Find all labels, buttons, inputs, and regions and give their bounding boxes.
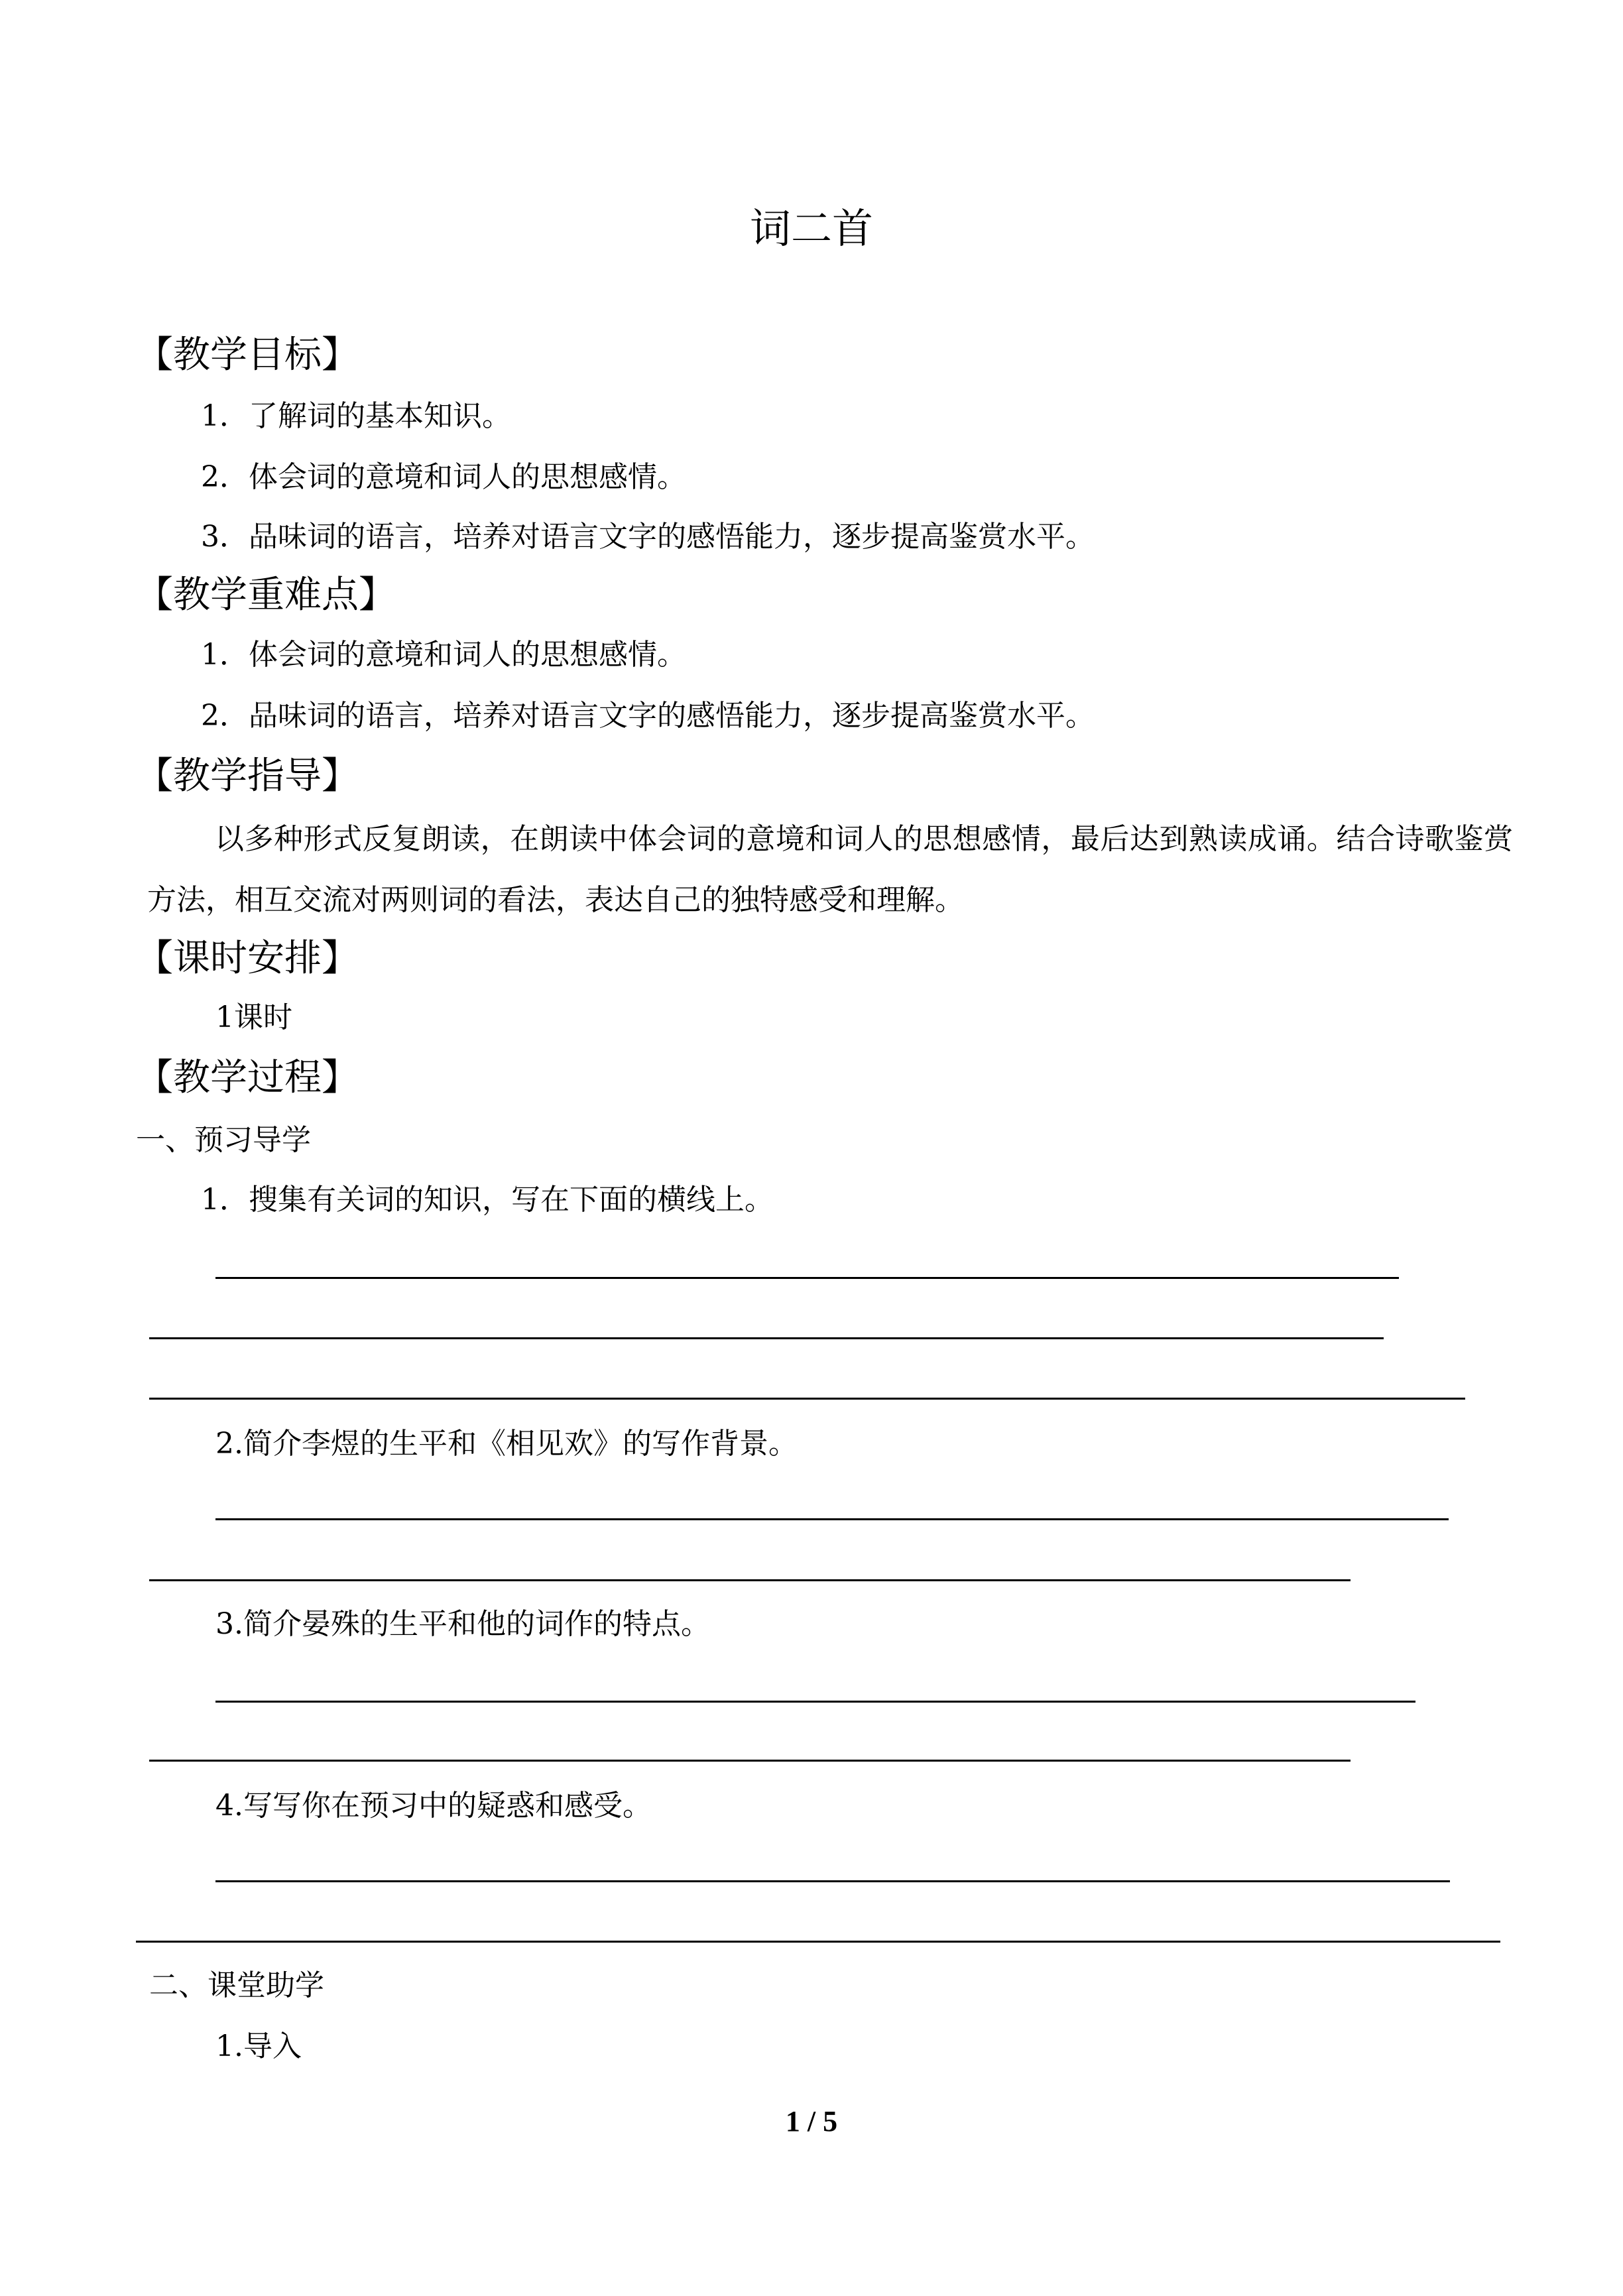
- preview-question-1: 1．搜集有关词的知识，写在下面的横线上。: [201, 1183, 774, 1217]
- page-number: 1 / 5: [785, 2105, 838, 2138]
- preview-question-3: 3.简介晏殊的生平和他的词作的特点。: [215, 1607, 710, 1641]
- answer-line: [149, 1398, 1465, 1400]
- answer-line: [215, 1880, 1450, 1882]
- schedule-text: 1课时: [215, 1000, 292, 1034]
- keypoint-item-2: 2．品味词的语言，培养对语言文字的感悟能力，逐步提高鉴赏水平。: [201, 699, 1095, 733]
- section-heading-keypoints: 【教学重难点】: [136, 574, 396, 617]
- goal-item-1: 1．了解词的基本知识。: [201, 399, 511, 433]
- section-heading-process: 【教学过程】: [136, 1056, 359, 1099]
- answer-line: [215, 1518, 1449, 1520]
- answer-line: [149, 1337, 1384, 1339]
- process-part2-title: 二、课堂助学: [149, 1968, 324, 2002]
- guidance-paragraph: 以多种形式反复朗读，在朗读中体会词的意境和词人的思想感情，最后达到熟读成诵。结合诗歌鉴赏方法，相互交流对两则词的看法，表达自己的独特感受和理解。: [147, 822, 1513, 917]
- classroom-step-1: 1.导入: [215, 2029, 302, 2063]
- section-heading-goals: 【教学目标】: [136, 333, 359, 377]
- goal-item-2: 2．体会词的意境和词人的思想感情。: [201, 460, 686, 494]
- answer-line: [149, 1579, 1351, 1581]
- preview-question-4: 4.写写你在预习中的疑惑和感受。: [215, 1789, 652, 1823]
- document-title: 词二首: [749, 204, 873, 253]
- process-part1-title: 一、预习导学: [136, 1123, 311, 1157]
- goal-item-3: 3．品味词的语言，培养对语言文字的感悟能力，逐步提高鉴赏水平。: [201, 520, 1095, 554]
- answer-line: [149, 1760, 1351, 1762]
- keypoint-item-1: 1．体会词的意境和词人的思想感情。: [201, 638, 686, 672]
- answer-line: [136, 1941, 1500, 1943]
- answer-line: [215, 1701, 1415, 1703]
- section-heading-schedule: 【课时安排】: [136, 937, 359, 980]
- section-heading-guidance: 【教学指导】: [136, 755, 359, 798]
- answer-line: [215, 1277, 1399, 1279]
- preview-question-2: 2.简介李煜的生平和《相见欢》的写作背景。: [215, 1427, 798, 1461]
